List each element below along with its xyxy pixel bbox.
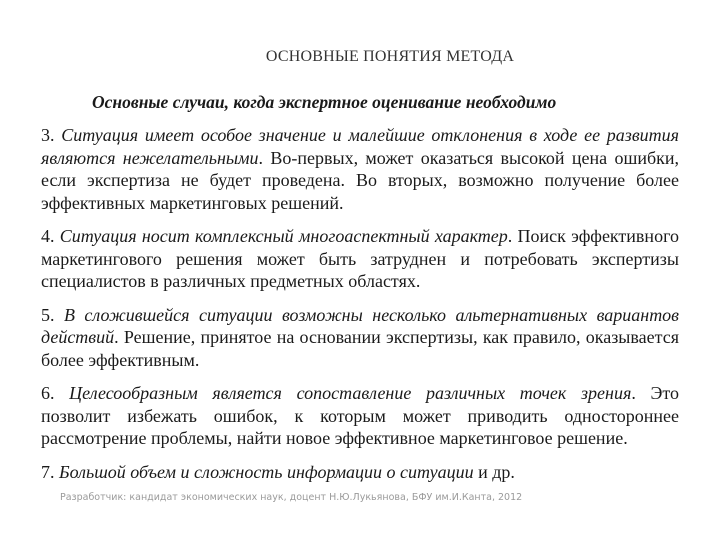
item-lead: Большой объем и сложность информации о ситуации [59, 461, 474, 482]
slide-body [41, 124, 679, 494]
item-lead: Ситуация имеет особое значение и малейшие отклонения в ходе ее развития являются нежелательными [41, 125, 679, 168]
item-number: 7. [41, 461, 55, 482]
item-number: 6. [41, 383, 55, 403]
item-number: 4. [41, 226, 55, 246]
item-lead: В сложившейся ситуации возможны несколько альтернативных вариантов действий [41, 304, 680, 347]
list-item [41, 304, 679, 372]
item-number: 5. [41, 304, 55, 325]
item-text: . Это позволит избежать ошибок, к которым может приводить одностороннее рассмотрение проблемы, найти новое эффективное маркетинговое решение. [41, 383, 680, 448]
item-text: . Во-первых, может оказаться высокой цена ошибки, если экспертиза не будет проведена. Во вторых, возможно получение более эффективных маркетинговых решений. [41, 147, 679, 213]
slide-footer: Разработчик: кандидат экономических наук, доцент Н.Ю.Лукьянова, БФУ им.И.Канта, 2012 [60, 492, 523, 503]
list-item [41, 461, 679, 484]
item-text: . Поиск эффективного маркетингового решения может быть затруднен и потребовать экспертизы специалистов в различных предметных областях. [41, 226, 680, 291]
item-number: 3. [41, 125, 55, 145]
item-lead: Ситуация носит комплексный многоаспектный характер [59, 226, 508, 246]
list-item [41, 225, 679, 293]
item-text: и др. [473, 461, 515, 482]
list-item [41, 124, 679, 214]
slide-title: ОСНОВНЫЕ ПОНЯТИЯ МЕТОДА [265, 48, 515, 65]
item-text: . Решение, принятое на основании экспертизы, как правило, оказывается более эффективным. [41, 327, 679, 370]
slide-subtitle: Основные случаи, когда экспертное оценивание необходимо [92, 92, 557, 112]
item-lead: Целесообразным является сопоставление различных точек зрения [69, 383, 632, 403]
list-item [41, 382, 679, 450]
